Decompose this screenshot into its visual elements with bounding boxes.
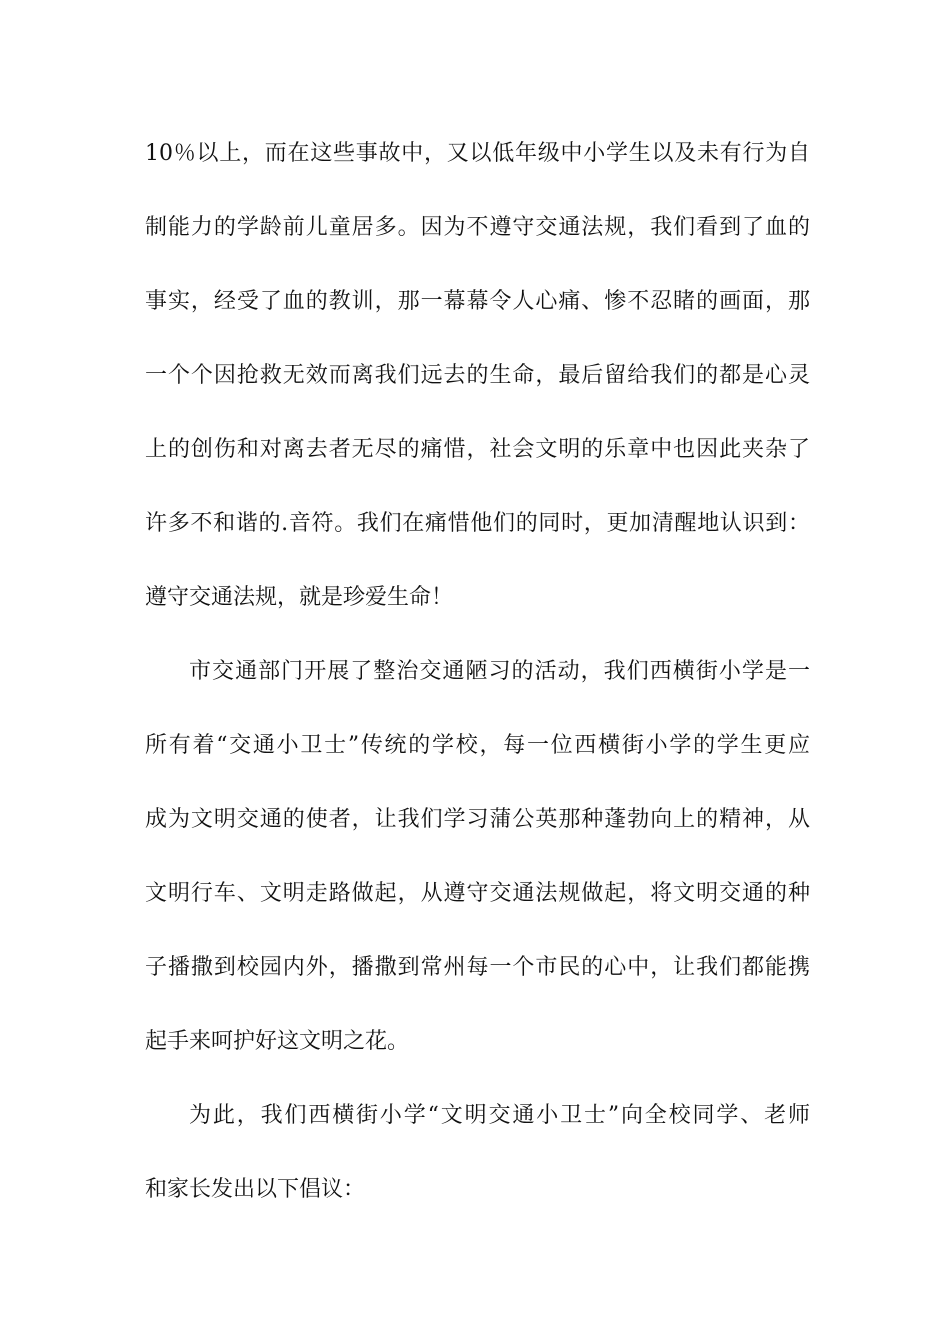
text-line: 成为文明交通的使者，让我们学习蒲公英那种蓬勃向上的精神，从	[145, 807, 810, 832]
text-line: 和家长发出以下倡议：	[145, 1177, 366, 1202]
paragraph-first-line: 市交通部门开展了整治交通陋习的活动，我们西横街小学是一	[189, 659, 810, 684]
text-line: 起手来呵护好这文明之花。	[145, 1029, 410, 1054]
text-line: 文明行车、文明走路做起，从遵守交通法规做起，将文明交通的种	[145, 881, 810, 906]
text-line: 10％以上，而在这些事故中，又以低年级中小学生以及未有行为自	[145, 141, 810, 166]
text-line: 制能力的学龄前儿童居多。因为不遵守交通法规，我们看到了血的	[145, 215, 810, 240]
text-line: 许多不和谐的.音符。我们在痛惜他们的同时，更加清醒地认识到：	[145, 511, 810, 536]
text-line: 上的创伤和对离去者无尽的痛惜，社会文明的乐章中也因此夹杂了	[145, 437, 810, 462]
paragraph-first-line: 为此，我们西横街小学“文明交通小卫士”向全校同学、老师	[189, 1103, 810, 1128]
text-line: 事实，经受了血的教训，那一幕幕令人心痛、惨不忍睹的画面，那	[145, 289, 810, 314]
text-line: 一个个因抢救无效而离我们远去的生命，最后留给我们的都是心灵	[145, 363, 810, 388]
document-body	[145, 126, 810, 1236]
text-line: 所有着“交通小卫士”传统的学校，每一位西横街小学的学生更应	[145, 733, 810, 758]
text-line: 子播撒到校园内外，播撒到常州每一个市民的心中，让我们都能携	[145, 955, 810, 980]
text-line: 遵守交通法规，就是珍爱生命！	[145, 585, 454, 610]
